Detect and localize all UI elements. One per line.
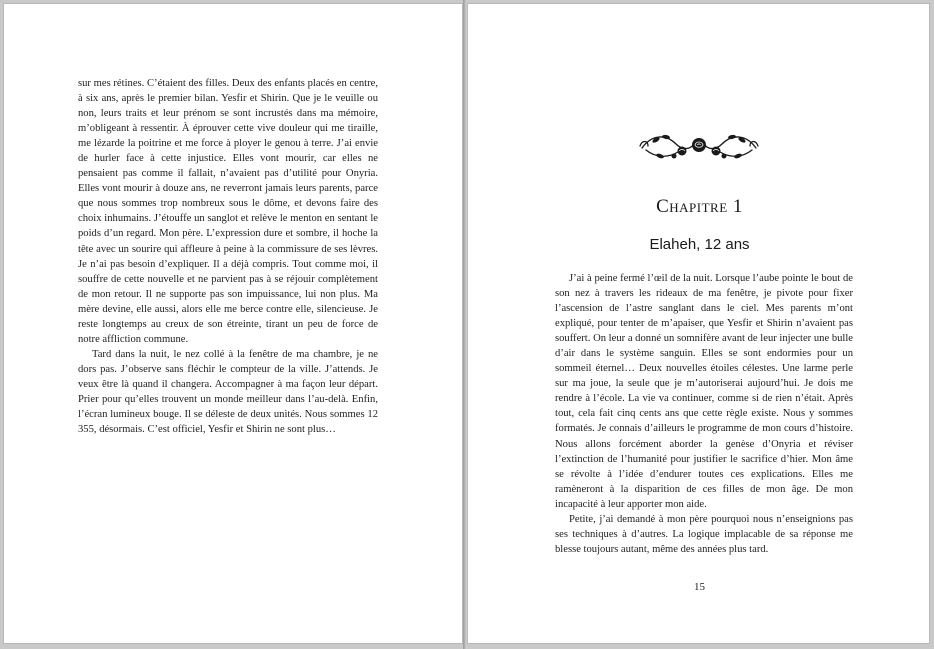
right-page-text xyxy=(555,271,853,557)
rose-vine-ornament-icon xyxy=(638,128,760,164)
chapter-title: Chapitre 1 xyxy=(656,196,743,217)
left-paragraph-1: sur mes rétines. C’étaient des filles. Deux des enfants placés en centre, à six ans, après le premier bilan. Yesfir et Shirin. Que je le veuille ou non, leurs traits et leur prénom se sont incrustés dans ma mémoire, m’obligeant à ressentir. À éprouver cette vive douleur qui me tiraille, me lézarde la poitrine et me force à ployer le genou à terre. J’ai envie de hurler face à cette injustice. Elles vont mourir, car elles ne pensaient pas comme il fallait, n’avaient pas d’utilité pour Onyria. Elles vont mourir à douze ans, ne reverront jamais leurs parents, parce que nous sommes trop nombreux sous le dôme, et devons faire des choix inhumains. J’étouffe un sanglot et relève le menton en sentant le poids d’un regard. Mon père. L’expression dure et sombre, il hoche la tête avec un sourire qui affleure à peine à la commissure de ses lèvres. Je n’ai pas besoin d’expliquer. Il a déjà compris. Tout comme moi, il souffre de cette nouvelle et ne parvient pas à se réjouir complètement de mon retour. Il ne supporte pas son impuissance, lui non plus. Ma mère devine, elle aussi, alors elle me berce contre elle, silencieuse. Je reste longtemps au creux de son étreinte, tirant un peu de force de notre affliction commune. xyxy=(78,78,378,345)
left-page-text xyxy=(78,76,378,437)
left-page xyxy=(3,3,463,644)
page-number: 15 xyxy=(694,581,705,593)
left-paragraph-2: Tard dans la nuit, le nez collé à la fenêtre de ma chambre, je ne dors pas. J’observe sans fléchir le compteur de la ville. J’attends. Je veux être là quand il changera. Accompagner à ma façon leur départ. Prier pour qu’elles trouvent un monde meilleur dans l’au-delà. Enfin, l’écran lumineux bouge. Il se déleste de deux unités. Nous sommes 12 355, désormais. C’est officiel, Yesfir et Shirin ne sont plus… xyxy=(78,348,378,436)
chapter-subtitle: Elaheh, 12 ans xyxy=(649,236,750,253)
right-page xyxy=(467,3,930,644)
right-paragraph-2: Petite, j’ai demandé à mon père pourquoi nous n’enseignions pas ses techniques à d’autres. La logique implacable de sa réponse me blesse toujours autant, même des années plus tard. xyxy=(555,513,853,555)
right-paragraph-1: J’ai à peine fermé l’œil de la nuit. Lorsque l’aube pointe le bout de son nez à travers les rideaux de ma fenêtre, je pivote pour fixer l’ascension de l’astre sanglant dans le ciel. Mes parents m’ont expliqué, pour tenter de m’apaiser, que Yesfir et Shirin n’avaient pas souffert. On leur a donné un somnifère avant de leur injecter une bulle d’air dans le système sanguin. Elles se sont endormies pour un sommeil éternel… Deux nouvelles étoiles célestes. Une larme perle sur ma joue, la seule que je m’autoriserai aujourd’hui. Je dois me rendre à l’école. La vie va continuer, comme si de rien n’était. Après tout, cela fait cinq cents ans que cette règle existe. Nous y sommes formatés. Je connais d’ailleurs le programme de mon cours d’histoire. Nous allons forcément aborder la genèse d’Onyria et réviser l’extinction de l’humanité pour justifier le sacrifice d’hier. Mon âme se révolte à l’idée d’endurer toutes ces explications. Elles me ramèneront à la disparition de ces filles de mon âge. De mon incapacité à leur apporter mon aide. xyxy=(555,273,853,510)
